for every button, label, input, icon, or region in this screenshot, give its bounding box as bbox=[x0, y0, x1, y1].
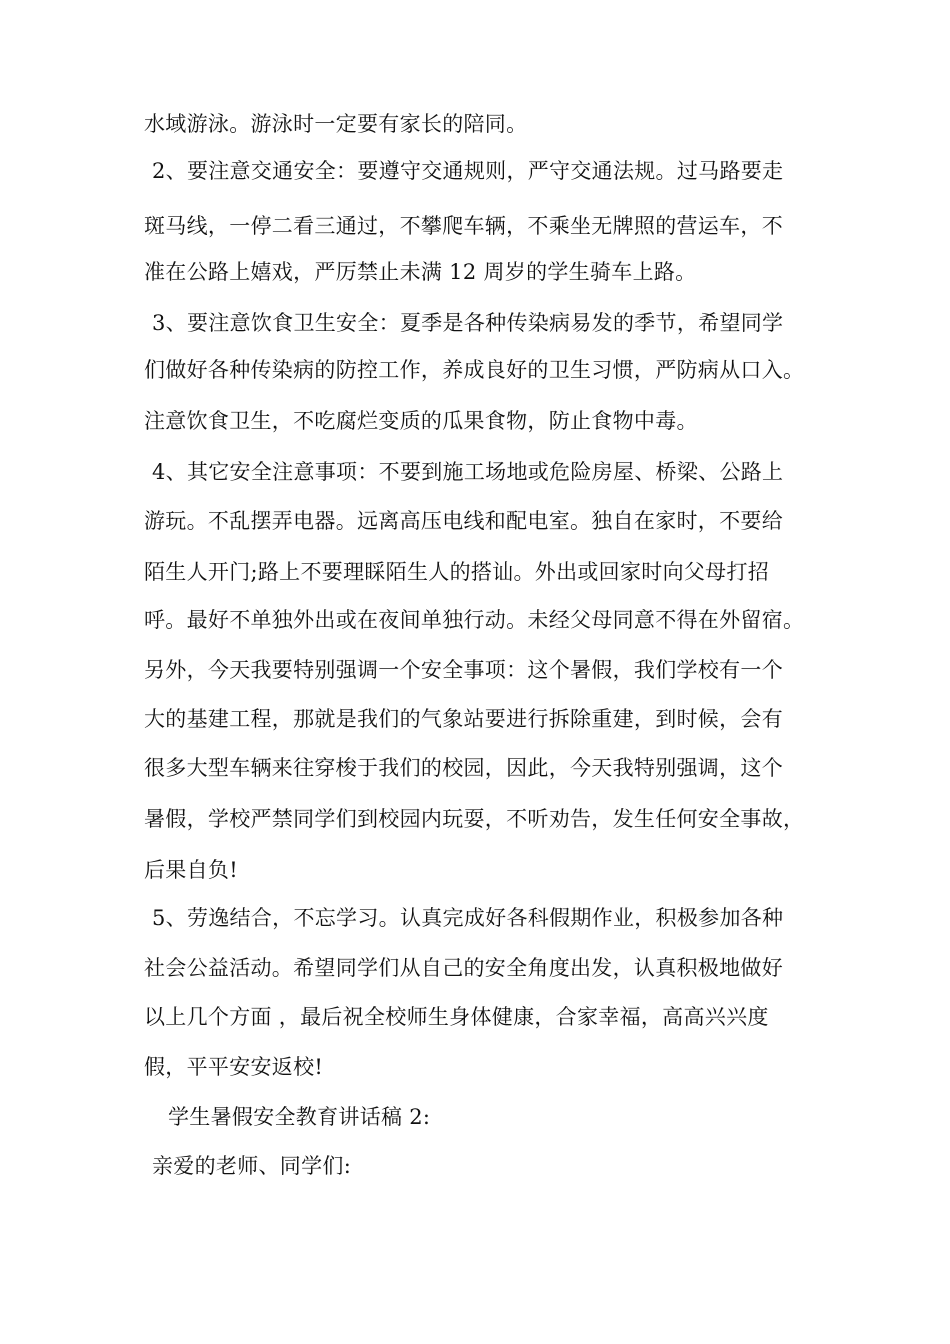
section-heading: 学生暑假安全教育讲话稿 2: bbox=[168, 1105, 431, 1129]
text-line: 很多大型车辆来往穿梭于我们的校园，因此，今天我特别强调，这个 bbox=[144, 756, 783, 780]
text-line: 呼。最好不单独外出或在夜间单独行动。未经父母同意不得在外留宿。 bbox=[144, 608, 805, 632]
text-line: 以上几个方面 ，最后祝全校师生身体健康，合家幸福，高高兴兴度 bbox=[144, 1005, 769, 1029]
text-line: 游玩。不乱摆弄电器。远离高压电线和配电室。独自在家时，不要给 bbox=[144, 509, 783, 533]
text-line: 斑马线，一停二看三通过，不攀爬车辆，不乘坐无牌照的营运车，不 bbox=[144, 214, 783, 238]
text-line: 注意饮食卫生，不吃腐烂变质的瓜果食物，防止食物中毒。 bbox=[144, 409, 698, 433]
text-line: 另外，今天我要特别强调一个安全事项：这个暑假，我们学校有一个 bbox=[144, 658, 783, 682]
text-line: 4、其它安全注意事项：不要到施工场地或危险房屋、桥梁、公路上 bbox=[152, 460, 784, 484]
text-line: 水域游泳。游泳时一定要有家长的陪同。 bbox=[144, 112, 528, 136]
text-line: 社会公益活动。希望同学们从自己的安全角度出发，认真积极地做好 bbox=[144, 956, 783, 980]
text-line: 暑假，学校严禁同学们到校园内玩耍，不听劝告，发生任何安全事故， bbox=[144, 807, 805, 831]
text-line: 陌生人开门;路上不要理睬陌生人的搭讪。外出或回家时向父母打招 bbox=[144, 560, 770, 584]
text-line: 们做好各种传染病的防控工作，养成良好的卫生习惯，严防病从口入。 bbox=[144, 358, 805, 382]
text-line: 5、劳逸结合，不忘学习。认真完成好各科假期作业，积极参加各种 bbox=[152, 906, 784, 930]
salutation: 亲爱的老师、同学们: bbox=[152, 1154, 352, 1178]
text-line: 3、要注意饮食卫生安全：夏季是各种传染病易发的季节，希望同学 bbox=[152, 311, 784, 335]
text-line: 大的基建工程，那就是我们的气象站要进行拆除重建，到时候，会有 bbox=[144, 707, 783, 731]
text-line: 后果自负! bbox=[144, 858, 238, 882]
text-line: 准在公路上嬉戏，严厉禁止未满 12 周岁的学生骑车上路。 bbox=[144, 260, 697, 284]
text-line: 假，平平安安返校! bbox=[144, 1055, 324, 1079]
text-line: 2、要注意交通安全：要遵守交通规则，严守交通法规。过马路要走 bbox=[152, 159, 784, 183]
